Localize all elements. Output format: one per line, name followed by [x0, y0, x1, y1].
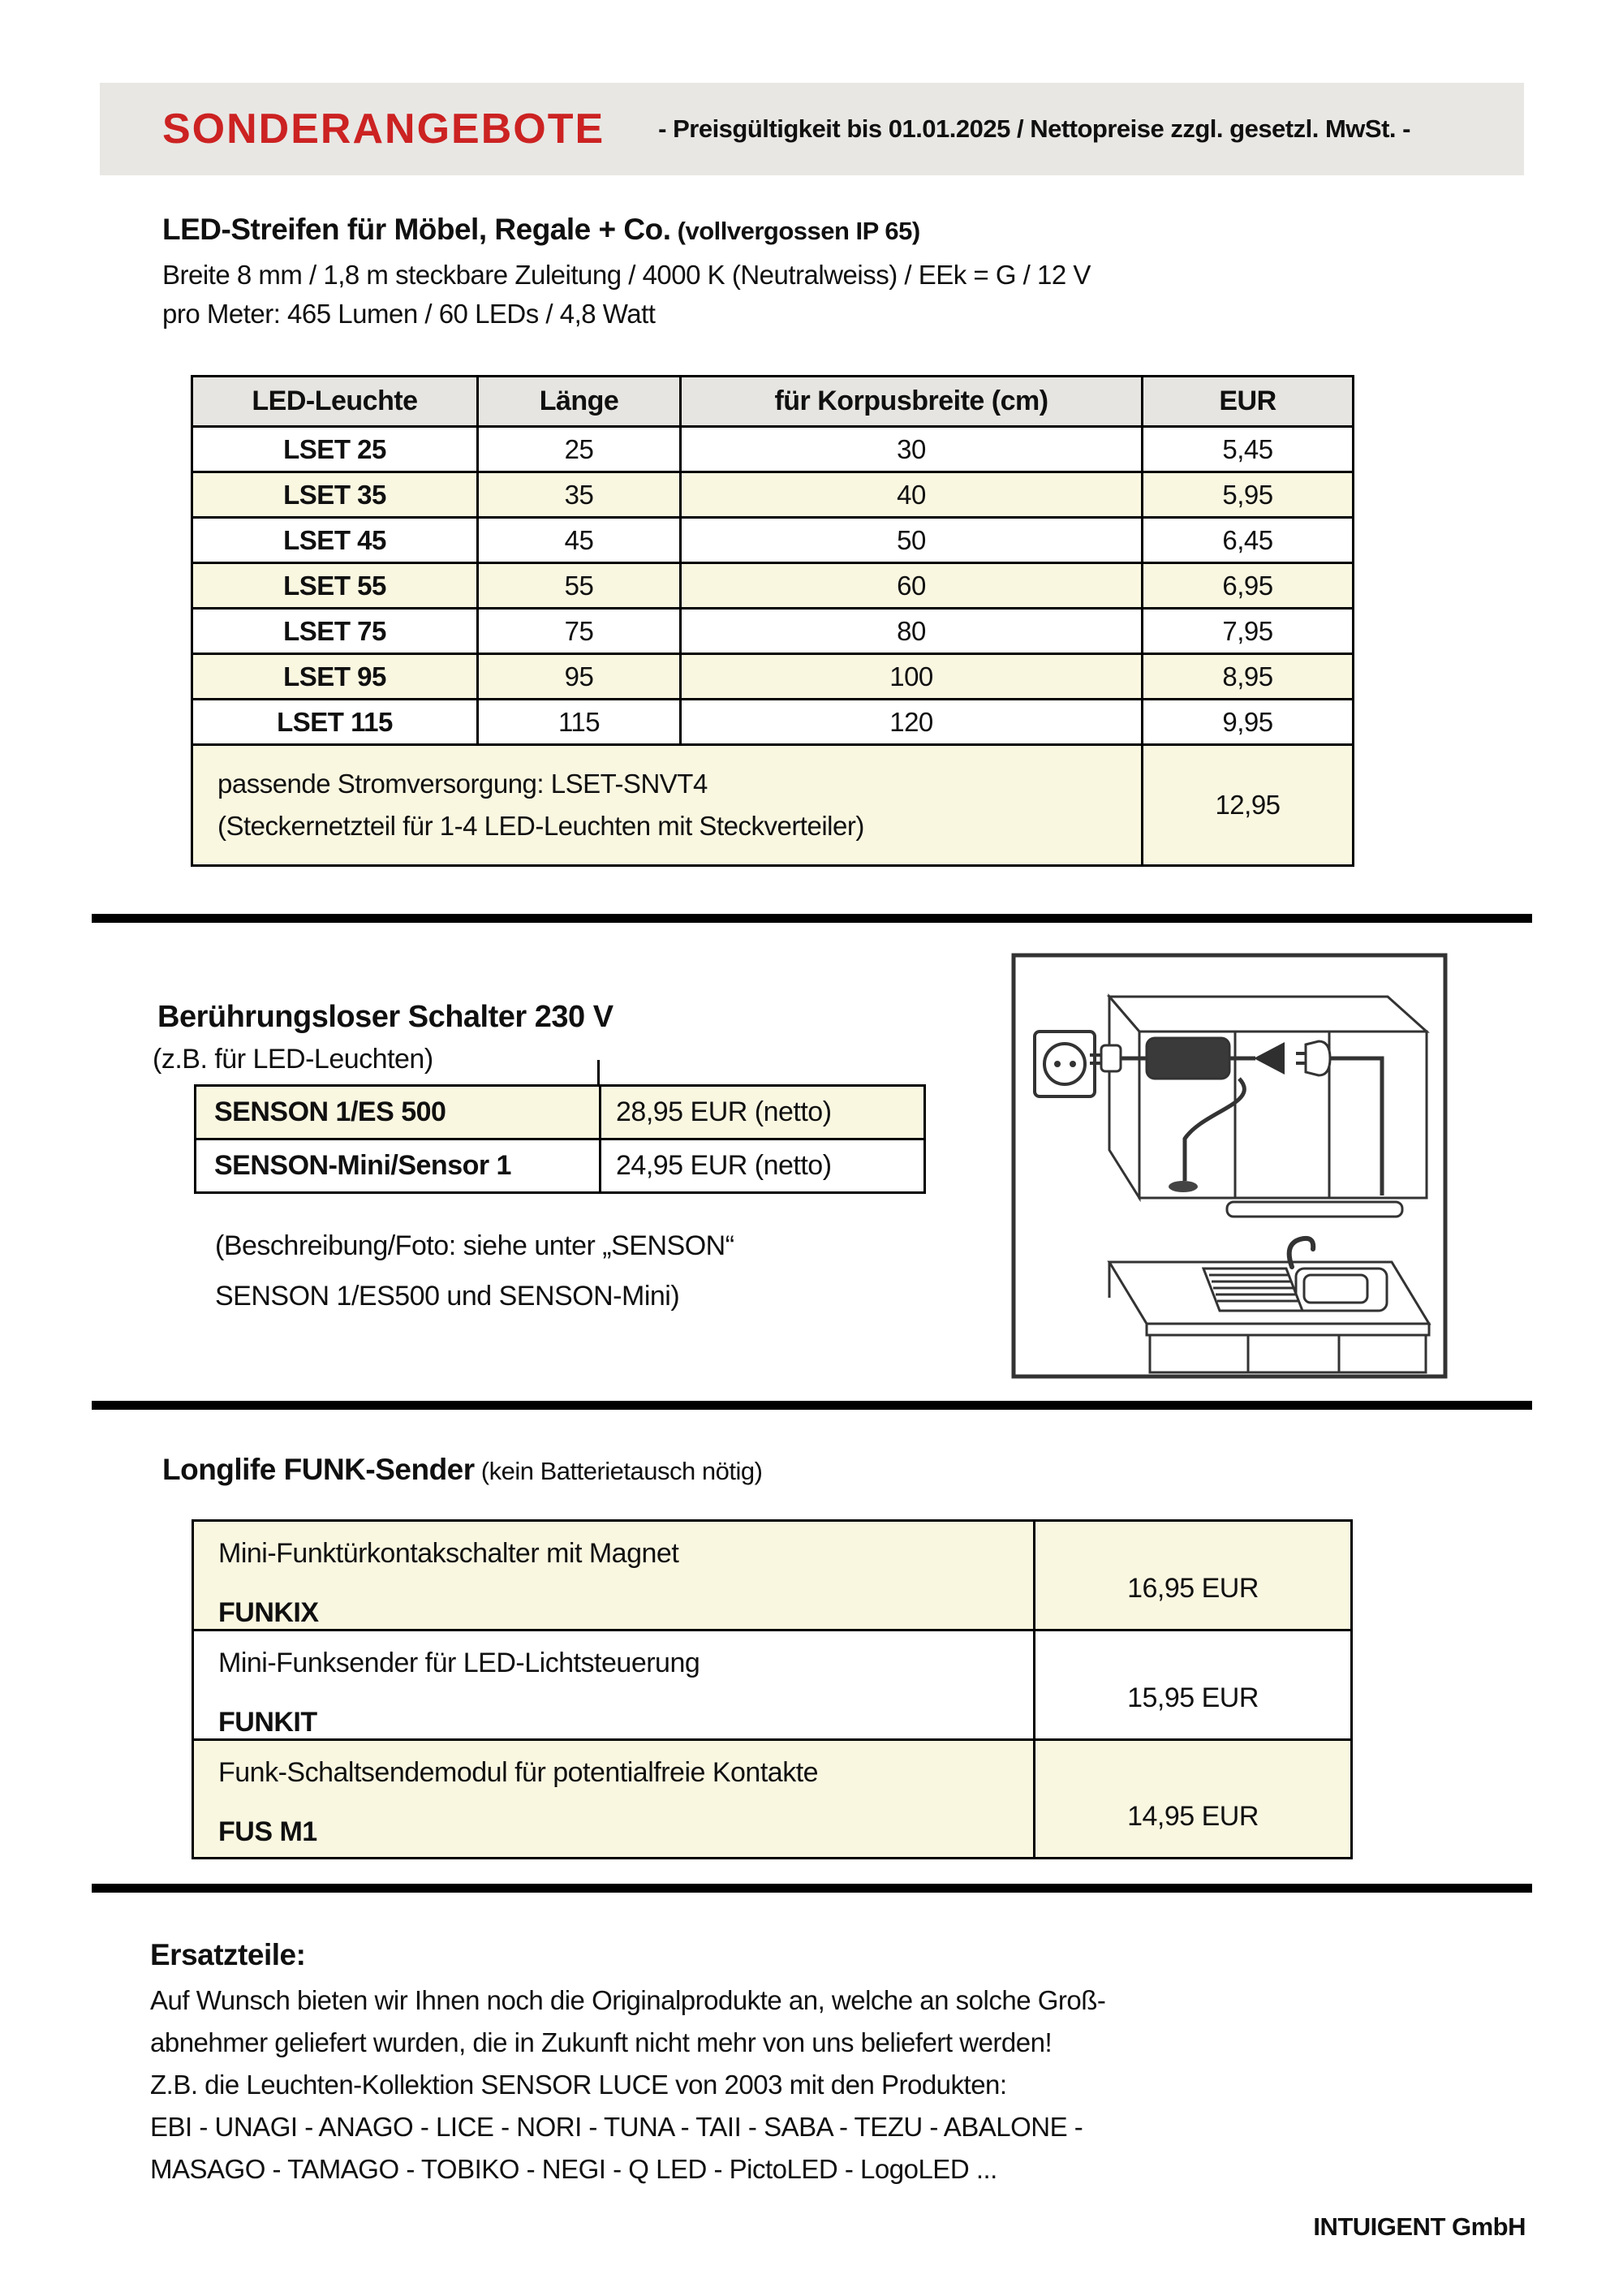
- product-length: 35: [478, 472, 681, 518]
- plug-right-icon: [1306, 1041, 1330, 1075]
- product-price: 16,95 EUR: [1035, 1521, 1352, 1630]
- product-model: FUS M1: [218, 1816, 317, 1847]
- table-column-stub: [597, 1060, 600, 1086]
- product-price: 24,95 EUR (netto): [601, 1139, 925, 1193]
- col-header-laenge: Länge: [478, 377, 681, 427]
- section-parts-title: Ersatzteile:: [150, 1938, 306, 1971]
- table-header-row: [192, 377, 1354, 427]
- product-korpusbreite: 40: [681, 472, 1143, 518]
- section-led-title-suffix: (vollvergossen IP 65): [670, 217, 920, 245]
- kitchen-illustration: [1010, 952, 1449, 1380]
- product-name: SENSON 1/ES 500: [196, 1086, 601, 1139]
- product-price: 5,45: [1143, 427, 1354, 472]
- product-name: SENSON-Mini/Sensor 1: [196, 1139, 601, 1193]
- table-row: [192, 472, 1354, 518]
- product-length: 115: [478, 700, 681, 745]
- product-description: Mini-Funktürkontakschalter mit Magnet: [218, 1538, 679, 1569]
- led-price-table: [191, 375, 1354, 867]
- product-model: FUNKIT: [218, 1707, 317, 1738]
- product-name: LSET 95: [192, 654, 478, 700]
- product-length: 75: [478, 609, 681, 654]
- senson-note-line2: SENSON 1/ES500 und SENSON-Mini): [215, 1281, 680, 1312]
- header-banner: [100, 83, 1524, 175]
- psu-price: 12,95: [1143, 745, 1354, 866]
- table-row: [192, 518, 1354, 563]
- price-validity-note: - Preisgültigkeit bis 01.01.2025 / Nettopreise zzgl. gesetzl. MwSt. -: [658, 114, 1410, 143]
- parts-line3: Z.B. die Leuchten-Kollektion SENSOR LUCE von 2003 mit den Produkten:: [150, 2070, 1007, 2100]
- page-title: SONDERANGEBOTE: [162, 106, 605, 153]
- led-desc-line1: Breite 8 mm / 1,8 m steckbare Zuleitung / 4000 K (Neutralweiss) / EEk = G / 12 V: [162, 260, 1091, 290]
- product-length: 95: [478, 654, 681, 700]
- section-funk-title: Longlife FUNK-Sender: [162, 1453, 475, 1486]
- product-price: 7,95: [1143, 609, 1354, 654]
- table-row: [192, 427, 1354, 472]
- table-row: [193, 1521, 1352, 1630]
- kitchen-illustration-svg: [1010, 952, 1449, 1380]
- product-description-cell: [193, 1740, 1035, 1859]
- table-row: [192, 700, 1354, 745]
- section-divider: [92, 1884, 1532, 1893]
- product-name: LSET 45: [192, 518, 478, 563]
- section-divider: [92, 1401, 1532, 1410]
- footer-company: INTUIGENT GmbH: [1313, 2212, 1526, 2241]
- table-row: [196, 1139, 925, 1193]
- product-length: 55: [478, 563, 681, 609]
- product-description-cell: [193, 1521, 1035, 1630]
- section-switch-title: Berührungsloser Schalter 230 V: [157, 1000, 613, 1034]
- psu-row: [192, 745, 1354, 866]
- product-description: Funk-Schaltsendemodul für potentialfreie Kontakte: [218, 1757, 819, 1788]
- parts-line5: MASAGO - TAMAGO - TOBIKO - NEGI - Q LED - PictoLED - LogoLED ...: [150, 2154, 997, 2184]
- col-header-eur: EUR: [1143, 377, 1354, 427]
- led-desc-line2: pro Meter: 465 Lumen / 60 LEDs / 4,8 Watt: [162, 299, 656, 329]
- section-switch-subtitle: (z.B. für LED-Leuchten): [153, 1044, 433, 1075]
- product-price: 5,95: [1143, 472, 1354, 518]
- product-korpusbreite: 50: [681, 518, 1143, 563]
- product-price: 8,95: [1143, 654, 1354, 700]
- product-name: LSET 75: [192, 609, 478, 654]
- product-korpusbreite: 30: [681, 427, 1143, 472]
- product-price: 14,95 EUR: [1035, 1740, 1352, 1859]
- product-price: 15,95 EUR: [1035, 1630, 1352, 1740]
- senson-price-table: [194, 1084, 926, 1194]
- product-korpusbreite: 100: [681, 654, 1143, 700]
- section-funk-title-suffix: (kein Batterietausch nötig): [474, 1457, 763, 1485]
- table-row: [192, 654, 1354, 700]
- section-divider: [92, 914, 1532, 923]
- product-length: 25: [478, 427, 681, 472]
- col-header-led-leuchte: LED-Leuchte: [192, 377, 478, 427]
- upper-cabinet: [1109, 997, 1427, 1217]
- product-price: 9,95: [1143, 700, 1354, 745]
- product-name: LSET 35: [192, 472, 478, 518]
- table-row: [193, 1630, 1352, 1740]
- section-led-title: LED-Streifen für Möbel, Regale + Co.: [162, 213, 671, 246]
- psu-line1: passende Stromversorgung: LSET-SNVT4: [217, 769, 708, 799]
- product-model: FUNKIX: [218, 1597, 319, 1628]
- section-led-heading: [162, 213, 920, 247]
- parts-line2: abnehmer geliefert wurden, die in Zukunft nicht mehr von uns beliefert werden!: [150, 2027, 1053, 2057]
- product-name: LSET 55: [192, 563, 478, 609]
- drainboard-lines: [1203, 1269, 1302, 1311]
- section-funk-heading: [162, 1453, 762, 1487]
- wall-socket-icon: [1035, 1032, 1095, 1096]
- psu-line2: (Steckernetzteil für 1-4 LED-Leuchten mit Steckverteiler): [217, 811, 864, 841]
- plug-left-icon: [1101, 1045, 1121, 1071]
- table-row: [196, 1086, 925, 1139]
- table-row: [193, 1740, 1352, 1859]
- senson-note-line1: (Beschreibung/Foto: siehe unter „SENSON“: [215, 1230, 734, 1261]
- psu-brick: [1147, 1038, 1229, 1079]
- psu-description: [192, 745, 1143, 866]
- table-row: [192, 609, 1354, 654]
- col-header-korpusbreite: für Korpusbreite (cm): [681, 377, 1143, 427]
- funk-price-table: [192, 1519, 1353, 1859]
- product-name: LSET 25: [192, 427, 478, 472]
- parts-line1: Auf Wunsch bieten wir Ihnen noch die Originalprodukte an, welche an solche Groß-: [150, 1985, 1106, 2015]
- parts-line4: EBI - UNAGI - ANAGO - LICE - NORI - TUNA - TAII - SABA - TEZU - ABALONE -: [150, 2112, 1083, 2142]
- product-price: 6,95: [1143, 563, 1354, 609]
- product-korpusbreite: 120: [681, 700, 1143, 745]
- table-row: [192, 563, 1354, 609]
- sensor-head: [1169, 1181, 1198, 1192]
- product-price: 6,45: [1143, 518, 1354, 563]
- product-name: LSET 115: [192, 700, 478, 745]
- product-price: 28,95 EUR (netto): [601, 1086, 925, 1139]
- product-korpusbreite: 60: [681, 563, 1143, 609]
- product-description: Mini-Funksender für LED-Lichtsteuerung: [218, 1648, 700, 1678]
- product-description-cell: [193, 1630, 1035, 1740]
- product-length: 45: [478, 518, 681, 563]
- product-korpusbreite: 80: [681, 609, 1143, 654]
